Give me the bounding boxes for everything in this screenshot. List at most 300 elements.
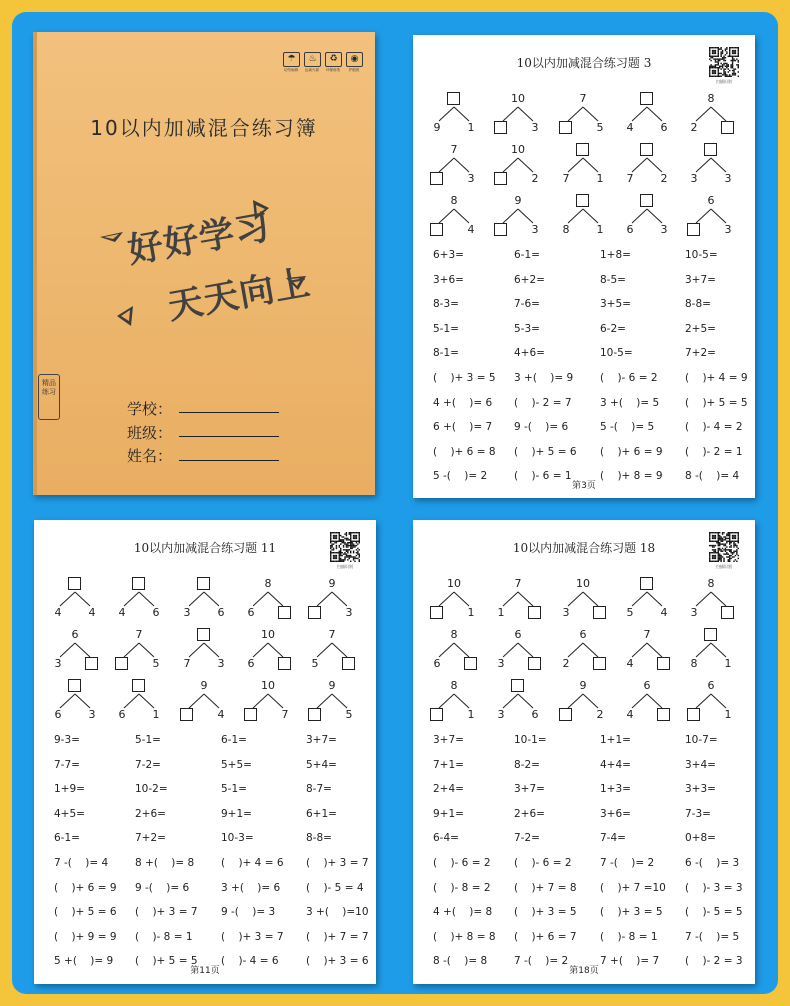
answer-box[interactable]: [464, 657, 477, 670]
answer-box[interactable]: [447, 92, 460, 105]
bond-number: 3: [345, 606, 353, 619]
bond-number: 7: [450, 143, 458, 156]
equation: 7-2=: [135, 758, 161, 771]
number-bond: [684, 679, 742, 725]
answer-box[interactable]: [640, 92, 653, 105]
bond-number: 3: [690, 606, 698, 619]
worksheet-page-3: [413, 35, 755, 498]
bond-number: 7: [562, 172, 570, 185]
answer-box[interactable]: [494, 172, 507, 185]
equation: 9+1=: [221, 807, 252, 820]
bond-number: 4: [118, 606, 126, 619]
answer-box[interactable]: [640, 577, 653, 590]
bond-number: 7: [643, 628, 651, 641]
bond-number: 9: [200, 679, 208, 692]
equation: ( )+ 3 = 5: [600, 906, 663, 919]
bond-number: 10: [447, 577, 461, 590]
equation: ( )- 6 = 2: [433, 857, 491, 869]
eye-icon: ◉: [346, 52, 363, 67]
equation: ( )+ 5 = 5: [135, 955, 198, 968]
qr-code: [709, 532, 739, 562]
fire-icon: ♨: [304, 52, 321, 67]
number-bond: [305, 628, 363, 674]
bond-number: 7: [281, 708, 289, 721]
bond-number: 5: [311, 657, 319, 670]
answer-box[interactable]: [430, 708, 443, 721]
worksheet-title: 10以内加减混合练习题 11: [133, 541, 277, 555]
bond-number: 8: [450, 679, 458, 692]
answer-box[interactable]: [657, 708, 670, 721]
equation: 2+6=: [514, 807, 545, 820]
equation: 1+1=: [600, 734, 631, 746]
number-bond: [556, 577, 614, 623]
bond-number: 4: [54, 606, 62, 619]
equation: ( )+ 3 = 7: [306, 857, 369, 869]
equation: 3 +( )= 5: [600, 396, 660, 409]
equation: 5+5=: [221, 758, 252, 771]
equation: 8-3=: [433, 298, 459, 311]
equation: ( )- 3 = 3: [685, 881, 743, 894]
equation: ( )+ 3 = 6: [306, 955, 369, 968]
care-label: 环保用纸: [326, 68, 340, 72]
bond-number: 6: [247, 657, 255, 670]
number-bond: [177, 577, 235, 623]
bond-number: 7: [579, 92, 587, 105]
qr-caption: 扫描识别: [716, 79, 732, 84]
bond-number: 1: [596, 223, 604, 236]
bond-number: 1: [724, 657, 732, 670]
bond-number: 5: [152, 657, 160, 670]
care-item: [283, 52, 300, 73]
equation: 6-2=: [600, 322, 626, 335]
equation: 4+4=: [600, 758, 631, 771]
number-bond: [491, 679, 549, 725]
bond-number: 4: [660, 606, 668, 619]
bond-number: 4: [626, 657, 634, 670]
bond-number: 7: [328, 628, 336, 641]
bond-number: 6: [514, 628, 522, 641]
number-bond: [620, 143, 678, 189]
answer-box[interactable]: [68, 679, 81, 692]
number-bond: [112, 628, 170, 674]
equation: ( )+ 5 = 5: [685, 396, 748, 409]
number-bond: [620, 92, 678, 138]
equation: 3+7=: [514, 783, 545, 796]
number-bond: [427, 628, 485, 674]
answer-box[interactable]: [197, 577, 210, 590]
care-label: 护眼纸: [348, 68, 360, 72]
answer-box[interactable]: [721, 606, 734, 619]
answer-box[interactable]: [278, 657, 291, 670]
equation: 8-5=: [600, 273, 626, 286]
number-bond: [684, 92, 742, 138]
equation: 2+5=: [685, 322, 716, 335]
side-label: 精品练习: [38, 374, 60, 420]
equation: 3 +( )= 9: [514, 372, 574, 384]
equation: 9 -( )= 6: [135, 881, 190, 894]
number-bond: [556, 679, 614, 725]
equation: 7+2=: [135, 832, 166, 845]
bond-number: 6: [118, 708, 126, 721]
answer-box[interactable]: [494, 121, 507, 134]
equation: 7+1=: [433, 758, 464, 771]
equation: 7+2=: [685, 347, 716, 360]
equation: ( )- 8 = 1: [135, 930, 193, 943]
number-bond: [684, 143, 742, 189]
equation: 6-4=: [433, 832, 459, 845]
equation: 9 -( )= 6: [514, 421, 569, 434]
bond-number: 4: [626, 121, 634, 134]
equation: 3 +( )= 6: [221, 881, 281, 894]
answer-box[interactable]: [593, 606, 606, 619]
equation: 8 -( )= 8: [433, 955, 488, 968]
answer-box[interactable]: [687, 223, 700, 236]
number-bond: [491, 628, 549, 674]
answer-box[interactable]: [640, 194, 653, 207]
number-bond: [241, 628, 299, 674]
equation: ( )- 2 = 1: [685, 445, 743, 458]
bond-number: 1: [152, 708, 160, 721]
answer-box[interactable]: [68, 577, 81, 590]
bond-number: 9: [328, 577, 336, 590]
qr-caption: 扫描识别: [716, 564, 732, 569]
care-label: 远离火源: [305, 68, 319, 72]
equation: 8-8=: [685, 298, 711, 311]
answer-box[interactable]: [576, 194, 589, 207]
equation: 5-1=: [221, 783, 247, 796]
bond-number: 4: [626, 708, 634, 721]
bond-number: 8: [450, 194, 458, 207]
paper-plane-icon: [99, 230, 125, 244]
equation: 6 +( )= 7: [433, 421, 493, 434]
equation: 2+4=: [433, 783, 464, 796]
answer-box[interactable]: [528, 657, 541, 670]
bond-number: 6: [660, 121, 668, 134]
bond-number: 9: [579, 679, 587, 692]
number-bond: [427, 679, 485, 725]
equation: 4 +( )= 8: [433, 906, 493, 919]
answer-box[interactable]: [132, 679, 145, 692]
bond-number: 3: [467, 172, 475, 185]
number-bond: [112, 577, 170, 623]
bond-number: 3: [88, 708, 96, 721]
equation: 6+2=: [514, 273, 545, 286]
bond-number: 6: [643, 679, 651, 692]
umbrella-icon: ☂: [283, 52, 300, 67]
bond-number: 8: [450, 628, 458, 641]
bond-number: 1: [467, 606, 475, 619]
bond-number: 6: [152, 606, 160, 619]
answer-box[interactable]: [342, 657, 355, 670]
bond-number: 3: [531, 223, 539, 236]
bond-number: 5: [626, 606, 634, 619]
equation: ( )- 6 = 2: [600, 372, 658, 384]
worksheet-page-18: [413, 520, 755, 984]
answer-box[interactable]: [704, 143, 717, 156]
school-label: 学校：: [127, 400, 173, 418]
equation: 1+3=: [600, 783, 631, 796]
answer-box[interactable]: [85, 657, 98, 670]
answer-box[interactable]: [430, 223, 443, 236]
equation: 3+6=: [433, 273, 464, 286]
bond-number: 1: [467, 708, 475, 721]
answer-box[interactable]: [528, 606, 541, 619]
equation: ( )+ 7 =10: [600, 881, 666, 894]
number-bond: [177, 679, 235, 725]
qr-caption: 扫描识别: [337, 564, 353, 569]
name-field: [127, 445, 172, 466]
equation: 8-8=: [306, 832, 332, 845]
page-number: 第18页: [569, 966, 599, 976]
bond-number: 2: [531, 172, 539, 185]
bond-number: 6: [217, 606, 225, 619]
number-bond: [556, 143, 614, 189]
equation: ( )+ 5 = 6: [54, 906, 117, 919]
bond-number: 8: [690, 657, 698, 670]
worksheet-title: 10以内加减混合练习题 18: [512, 541, 656, 555]
equation: 10-3=: [221, 832, 254, 845]
bond-number: 10: [511, 92, 525, 105]
slogan-line-1: 好好学习: [125, 207, 274, 272]
bond-number: 6: [71, 628, 79, 641]
equation: ( )- 8 = 2: [433, 881, 491, 894]
bond-number: 3: [690, 172, 698, 185]
equation: 1+9=: [54, 783, 85, 796]
equation: 4+6=: [514, 347, 545, 360]
number-bond: [556, 92, 614, 138]
equation: 7-4=: [600, 832, 626, 845]
qr-code: [709, 47, 739, 77]
bond-number: 3: [724, 223, 732, 236]
equation: 8-2=: [514, 758, 540, 771]
bond-number: 1: [467, 121, 475, 134]
bond-number: 4: [467, 223, 475, 236]
equation: 10-7=: [685, 734, 718, 746]
equation: 6+3=: [433, 249, 464, 261]
answer-box[interactable]: [721, 121, 734, 134]
equation: 8-7=: [306, 783, 332, 796]
bond-number: 6: [247, 606, 255, 619]
equation: 6-1=: [54, 832, 80, 845]
equation: 4 +( )= 6: [433, 396, 493, 409]
answer-box[interactable]: [687, 708, 700, 721]
answer-box[interactable]: [593, 657, 606, 670]
bond-number: 2: [690, 121, 698, 134]
cover-title: 10以内加减混合练习簿: [90, 116, 318, 140]
equation: 5+4=: [306, 758, 337, 771]
bond-number: 6: [579, 628, 587, 641]
number-bond: [241, 577, 299, 623]
bond-number: 1: [724, 708, 732, 721]
equation: ( )+ 9 = 9: [54, 930, 117, 943]
answer-box[interactable]: [308, 606, 321, 619]
equation: ( )+ 3 = 7: [221, 930, 284, 943]
equation: 7 -( )= 4: [54, 857, 109, 869]
equation: 7 -( )= 2: [600, 857, 655, 869]
equation: ( )- 2 = 7: [514, 396, 572, 409]
equation: 3+4=: [685, 758, 716, 771]
answer-box[interactable]: [576, 143, 589, 156]
equation: 10-5=: [600, 347, 633, 360]
number-bond: [620, 628, 678, 674]
answer-box[interactable]: [430, 172, 443, 185]
page-number: 第11页: [190, 966, 220, 976]
bond-number: 10: [576, 577, 590, 590]
equation: ( )+ 3 = 5: [433, 372, 496, 384]
equation: 1+8=: [600, 249, 631, 261]
equation: ( )+ 4 = 9: [685, 372, 748, 384]
bond-number: 5: [345, 708, 353, 721]
number-bond: [684, 628, 742, 674]
equation: 3+7=: [306, 734, 337, 746]
equation: 5 -( )= 5: [600, 421, 655, 434]
answer-box[interactable]: [559, 708, 572, 721]
equation: 5 -( )= 2: [433, 470, 488, 483]
answer-box[interactable]: [559, 121, 572, 134]
school-field: [127, 398, 172, 419]
equation: ( )- 6 = 2: [514, 857, 572, 869]
bond-number: 10: [511, 143, 525, 156]
worksheet-page-11: [34, 520, 376, 984]
equation: 3+3=: [685, 783, 716, 796]
class-line: [179, 436, 279, 437]
bond-number: 1: [596, 172, 604, 185]
equation: ( )+ 8 = 9: [600, 470, 663, 483]
answer-box[interactable]: [197, 628, 210, 641]
care-icons: [283, 52, 363, 73]
equation: 3 +( )=10: [306, 906, 369, 919]
equation: 9+1=: [433, 807, 464, 820]
bond-number: 9: [433, 121, 441, 134]
number-bond: [48, 679, 106, 725]
bond-number: 2: [562, 657, 570, 670]
equation: 8 +( )= 8: [135, 857, 195, 869]
bond-number: 2: [596, 708, 604, 721]
number-bond: [620, 577, 678, 623]
equation: 9 -( )= 3: [221, 906, 276, 919]
bond-number: 3: [54, 657, 62, 670]
answer-box[interactable]: [640, 143, 653, 156]
answer-box[interactable]: [657, 657, 670, 670]
school-line: [179, 412, 279, 413]
bond-number: 7: [626, 172, 634, 185]
equation: ( )+ 6 = 9: [600, 445, 663, 458]
number-bond: [427, 143, 485, 189]
page-number: 第3页: [572, 481, 596, 491]
equation: 5 +( )= 9: [54, 955, 114, 968]
equation: 7-7=: [54, 758, 80, 771]
equation: 7 -( )= 5: [685, 930, 740, 943]
equation: 6-1=: [221, 734, 247, 746]
class-label: 班级：: [127, 424, 173, 442]
bond-number: 3: [531, 121, 539, 134]
bond-number: 3: [562, 606, 570, 619]
bond-number: 9: [514, 194, 522, 207]
care-label: 切勿雨淋: [284, 68, 298, 72]
bond-number: 6: [531, 708, 539, 721]
bond-number: 6: [54, 708, 62, 721]
number-bond: [427, 92, 485, 138]
equation: ( )- 2 = 3: [685, 955, 743, 968]
number-bond: [491, 194, 549, 240]
equation: ( )- 5 = 5: [685, 906, 743, 919]
answer-box[interactable]: [308, 708, 321, 721]
equation: 3+7=: [685, 273, 716, 286]
equation: ( )- 4 = 2: [685, 421, 743, 434]
name-line: [179, 460, 279, 461]
bond-number: 3: [660, 223, 668, 236]
number-bond: [305, 577, 363, 623]
bond-number: 7: [514, 577, 522, 590]
equation: ( )+ 6 = 7: [514, 930, 577, 943]
equation: ( )- 8 = 1: [600, 930, 658, 943]
bond-number: 10: [261, 628, 275, 641]
equation: 5-1=: [433, 322, 459, 335]
equation: 6+1=: [306, 807, 337, 820]
bond-number: 4: [217, 708, 225, 721]
equation: 3+7=: [433, 734, 464, 746]
equation: 5-1=: [135, 734, 161, 746]
equation: 3+6=: [600, 807, 631, 820]
bond-number: 1: [497, 606, 505, 619]
number-bond: [620, 194, 678, 240]
bond-number: 6: [626, 223, 634, 236]
bond-number: 5: [596, 121, 604, 134]
slogan-line-2: 天天向上: [165, 263, 314, 328]
bond-number: 8: [562, 223, 570, 236]
equation: 7 -( )= 2: [514, 955, 569, 968]
equation: 7-6=: [514, 298, 540, 311]
bond-number: 6: [707, 194, 715, 207]
bond-number: 3: [497, 708, 505, 721]
equation: ( )+ 7 = 7: [306, 930, 369, 943]
cover-binding-stripe: [33, 32, 37, 495]
bond-number: 3: [497, 657, 505, 670]
workbook-cover: [33, 32, 375, 495]
number-bond: [112, 679, 170, 725]
answer-box[interactable]: [494, 223, 507, 236]
number-bond: [177, 628, 235, 674]
bond-number: 2: [660, 172, 668, 185]
number-bond: [427, 577, 485, 623]
equation: 2+6=: [135, 807, 166, 820]
equation: ( )+ 8 = 8: [433, 930, 496, 943]
bond-number: 4: [88, 606, 96, 619]
bond-number: 3: [183, 606, 191, 619]
equation: 7-3=: [685, 807, 711, 820]
bond-number: 6: [433, 657, 441, 670]
name-label: 姓名：: [127, 447, 173, 465]
equation: ( )- 5 = 4: [306, 881, 364, 894]
equation: ( )+ 5 = 6: [514, 445, 577, 458]
number-bond: [684, 577, 742, 623]
care-item: [304, 52, 321, 73]
answer-box[interactable]: [511, 679, 524, 692]
answer-box[interactable]: [430, 606, 443, 619]
answer-box[interactable]: [132, 577, 145, 590]
answer-box[interactable]: [704, 628, 717, 641]
answer-box[interactable]: [244, 708, 257, 721]
bond-number: 10: [261, 679, 275, 692]
equation: ( )+ 4 = 6: [221, 857, 284, 869]
equation: 4+5=: [54, 807, 85, 820]
answer-box[interactable]: [278, 606, 291, 619]
equation: 7 +( )= 7: [600, 955, 660, 968]
answer-box[interactable]: [115, 657, 128, 670]
equation: 6 -( )= 3: [685, 857, 740, 869]
bond-number: 3: [217, 657, 225, 670]
answer-box[interactable]: [180, 708, 193, 721]
